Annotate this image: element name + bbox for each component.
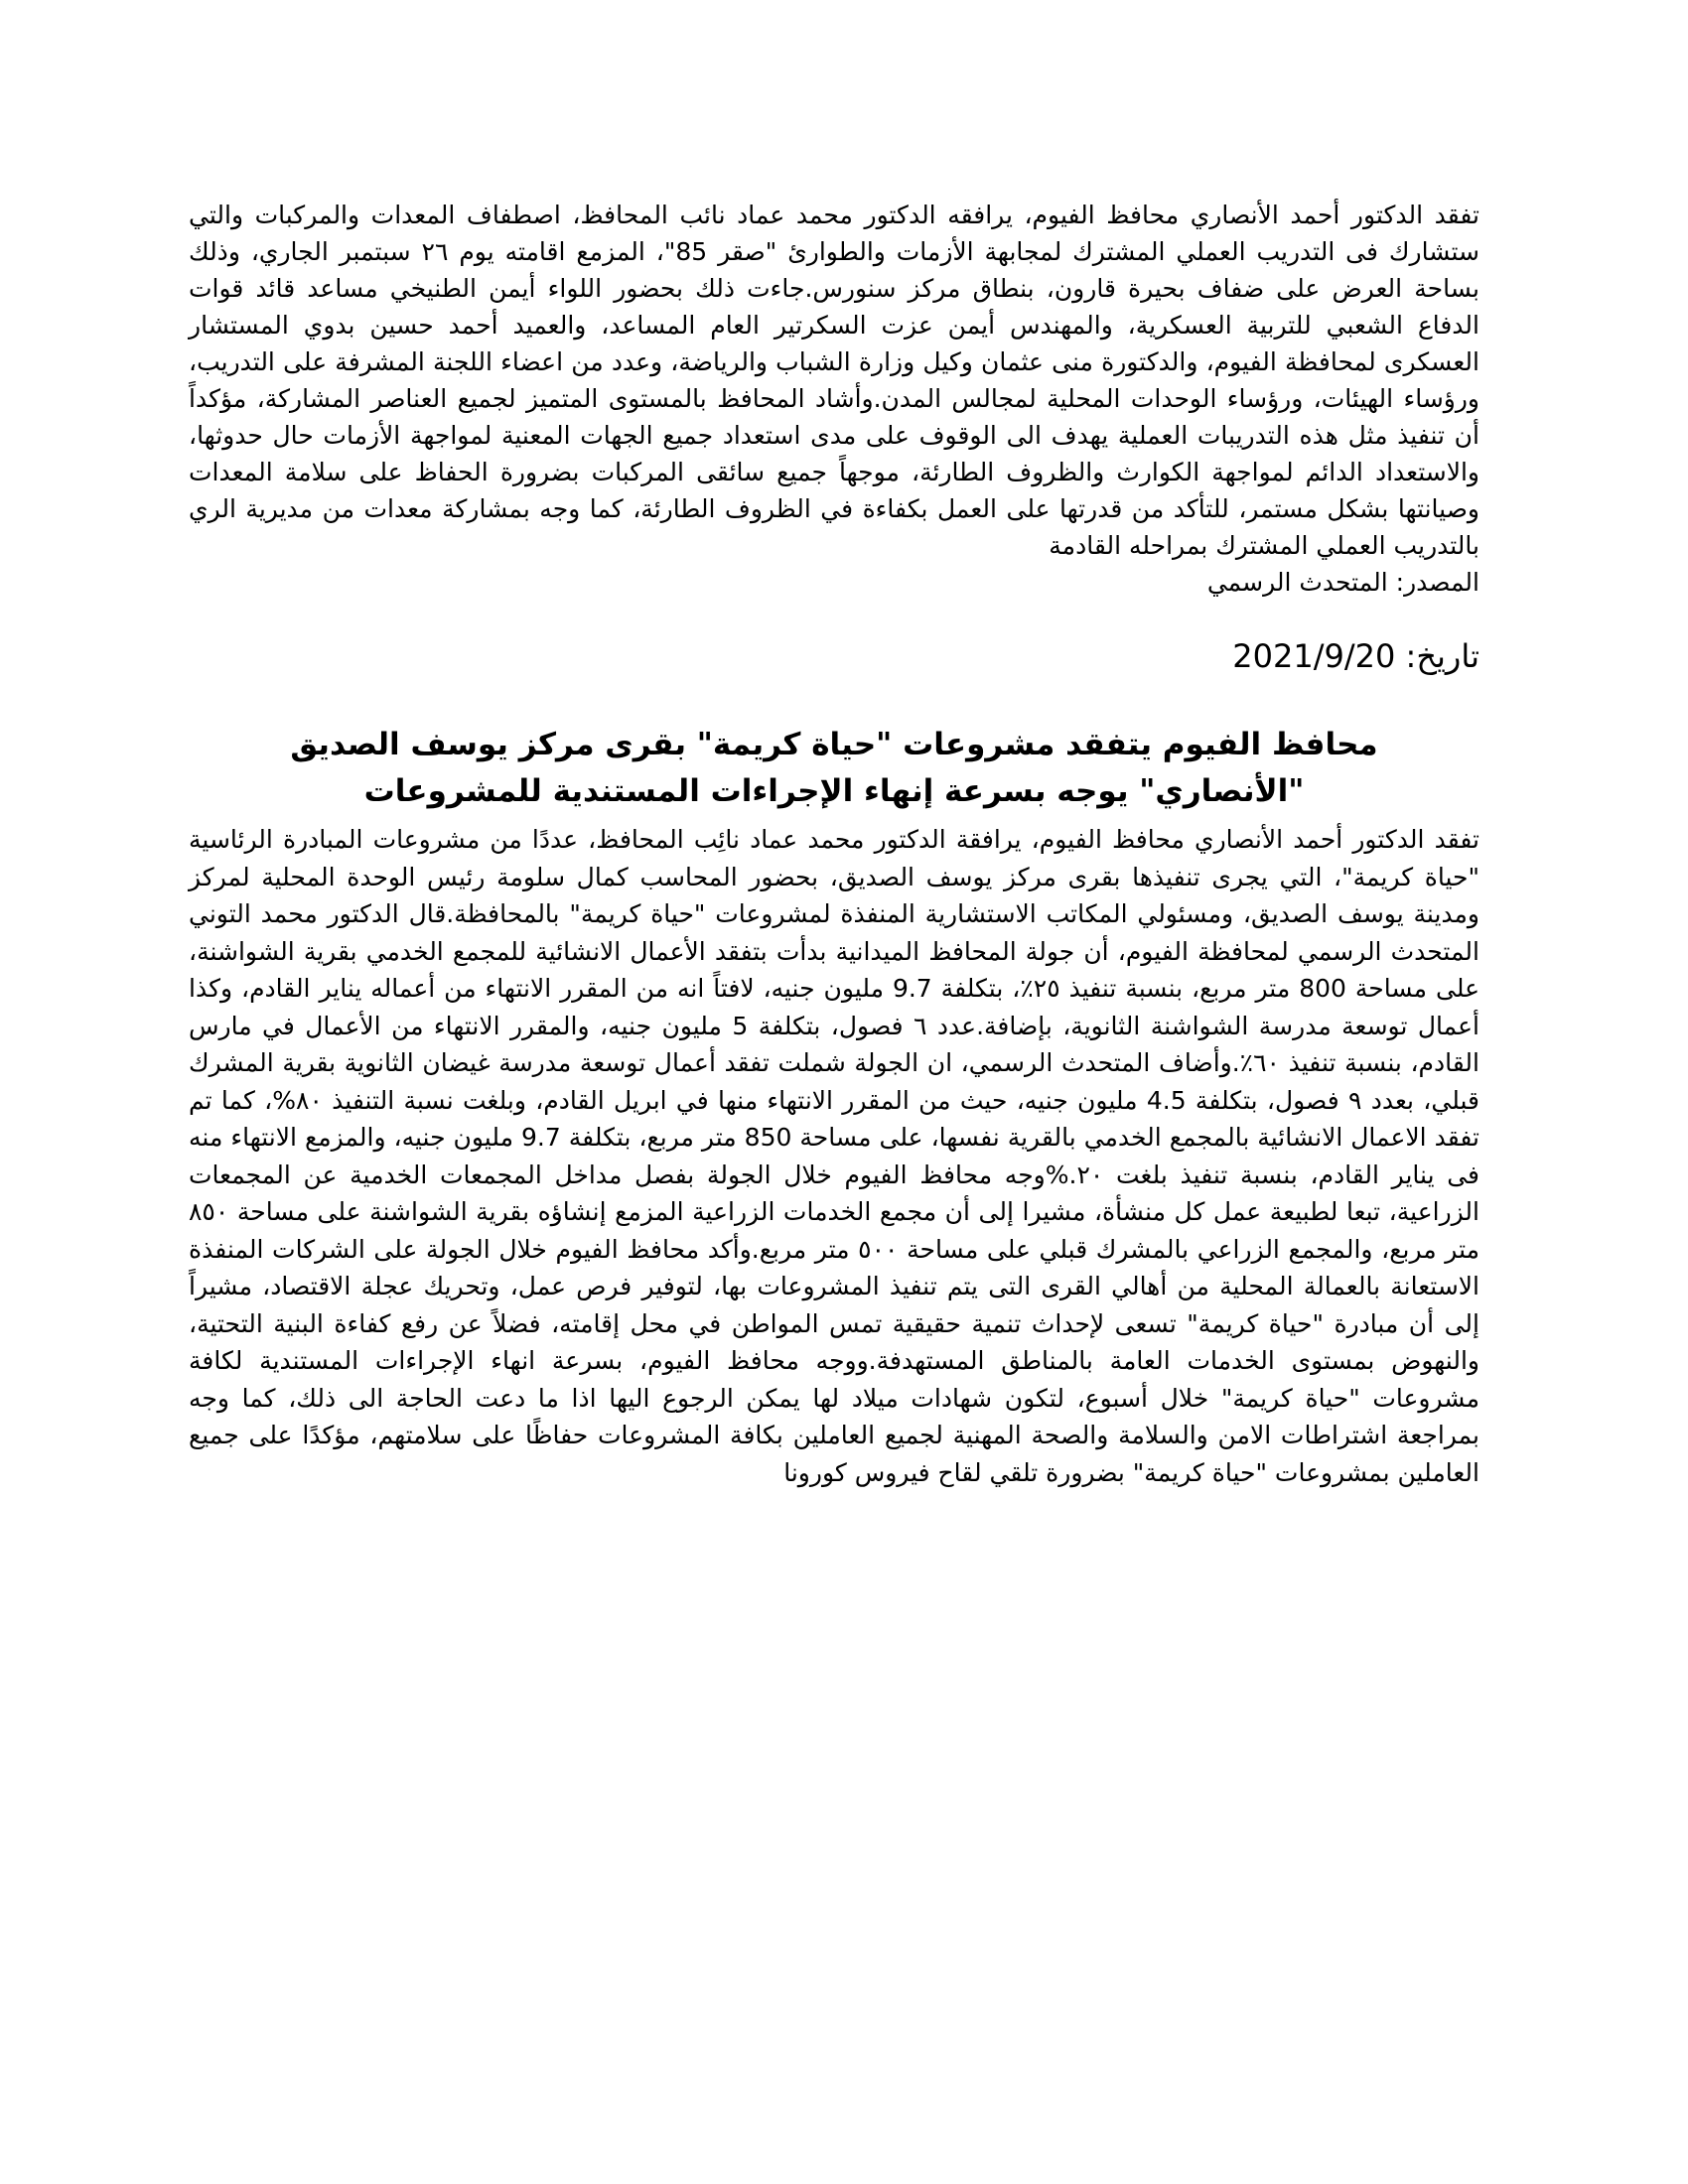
headline-line-1: محافظ الفيوم يتفقد مشروعات "حياة كريمة" بقرى مركز يوسف الصديق xyxy=(290,727,1378,762)
article-2-headline xyxy=(189,722,1479,815)
headline-line-2: "الأنصاري" يوجه بسرعة إنهاء الإجراءات المستندية للمشروعات xyxy=(363,773,1305,809)
article-2-body: تفقد الدكتور أحمد الأنصاري محافظ الفيوم، يرافقة الدكتور محمد عماد نائِب المحافظ، عددًا من مشروعات المبادرة الرئاسية "حياة كريمة"، التي يجرى تنفيذها بقرى مركز يوسف الصديق، بحضور المحاسب كمال سلومة رئيس الوحدة المحلية لمركز ومدينة يوسف الصديق، ومسئولي المكاتب الاستشارية المنفذة لمشروعات "حياة كريمة" بالمحافظة.قال الدكتور محمد التوني المتحدث الرسمي لمحافظة الفيوم، أن جولة المحافظ الميدانية بدأت بتفقد الأعمال الانشائية للمجمع الخدمي بقرية الشواشنة، على مساحة 800 متر مربع، بنسبة تنفيذ ٢٥٪، بتكلفة 9.7 مليون جنيه، لافتاً انه من المقرر الانتهاء من أعماله يناير القادم، وكذا أعمال توسعة مدرسة الشواشنة الثانوية، بإضافة.عدد ٦ فصول، بتكلفة 5 مليون جنيه، والمقرر الانتهاء من الأعمال في مارس القادم، بنسبة تنفيذ ٦٠٪.وأضاف المتحدث الرسمي، ان الجولة شملت تفقد أعمال توسعة مدرسة غيضان الثانوية بقرية المشرك قبلي، بعدد ٩ فصول، بتكلفة 4.5 مليون جنيه، حيث من المقرر الانتهاء منها في ابريل القادم، وبلغت نسبة التنفيذ ٨٠%، كما تم تفقد الاعمال الانشائية بالمجمع الخدمي بالقرية نفسها، على مساحة 850 متر مربع، بتكلفة 9.7 مليون جنيه، والمزمع الانتهاء منه فى يناير القادم، بنسبة تنفيذ بلغت ٢٠.%وجه محافظ الفيوم خلال الجولة بفصل مداخل المجمعات الخدمية عن المجمعات الزراعية، تبعا لطبيعة عمل كل منشأة، مشيرا إلى أن مجمع الخدمات الزراعية المزمع إنشاؤه بقرية الشواشنة على مساحة ٨٥٠ متر مربع، والمجمع الزراعي بالمشرك قبلي على مساحة ٥٠٠ متر مربع.وأكد محافظ الفيوم خلال الجولة على الشركات المنفذة الاستعانة بالعمالة المحلية من أهالي القرى التى يتم تنفيذ المشروعات بها، لتوفير فرص عمل، وتحريك عجلة الاقتصاد، مشيراً إلى أن مبادرة "حياة كريمة" تسعى لإحداث تنمية حقيقية تمس المواطن في محل إقامته، فضلاً عن رفع كفاءة البنية التحتية، والنهوض بمستوى الخدمات العامة بالمناطق المستهدفة.ووجه محافظ الفيوم، بسرعة انهاء الإجراءات المستندية لكافة مشروعات "حياة كريمة" خلال أسبوع، لتكون شهادات ميلاد لها يمكن الرجوع اليها اذا ما دعت الحاجة الى ذلك، كما وجه بمراجعة اشتراطات الامن والسلامة والصحة المهنية لجميع العاملين بكافة المشروعات حفاظًا على سلامتهم، مؤكدًا على جميع العاملين بمشروعات "حياة كريمة" بضرورة تلقي لقاح فيروس كورونا xyxy=(189,825,1480,1487)
article-date: تاريخ: 2021/9/20 xyxy=(1232,637,1479,675)
document-page xyxy=(189,197,1479,1491)
article-1-body: تفقد الدكتور أحمد الأنصاري محافظ الفيوم، يرافقه الدكتور محمد عماد نائب المحافظ، اصطفاف المعدات والمركبات والتي ستشارك فى التدريب العملي المشترك لمجابهة الأزمات والطوارئ "صقر 85"، المزمع اقامته يوم ٢٦ سبتمبر الجاري، وذلك بساحة العرض على ضفاف بحيرة قارون، بنطاق مركز سنورس.جاءت ذلك بحضور اللواء أيمن الطنيخي مساعد قائد قوات الدفاع الشعبي للتربية العسكرية، والمهندس أيمن عزت السكرتير العام المساعد، والعميد أحمد حسين بدوي المستشار العسكرى لمحافظة الفيوم، والدكتورة منى عثمان وكيل وزارة الشباب والرياضة، وعدد من اعضاء اللجنة المشرفة على التدريب، ورؤساء الهيئات، ورؤساء الوحدات المحلية لمجالس المدن.وأشاد المحافظ بالمستوى المتميز لجميع العناصر المشاركة، مؤكداً أن تنفيذ مثل هذه التدريبات العملية يهدف الى الوقوف على مدى استعداد جميع الجهات المعنية لمواجهة الأزمات حال حدوثها، والاستعداد الدائم لمواجهة الكوارث والظروف الطارئة، موجهاً جميع سائقى المركبات بضرورة الحفاظ على سلامة المعدات وصيانتها بشكل مستمر، للتأكد من قدرتها على العمل بكفاءة في الظروف الطارئة، كما وجه بمشاركة معدات من مديرية الري بالتدريب العملي المشترك بمراحله القادمة xyxy=(189,201,1479,560)
article-1-source: المصدر: المتحدث الرسمي xyxy=(1206,568,1479,597)
